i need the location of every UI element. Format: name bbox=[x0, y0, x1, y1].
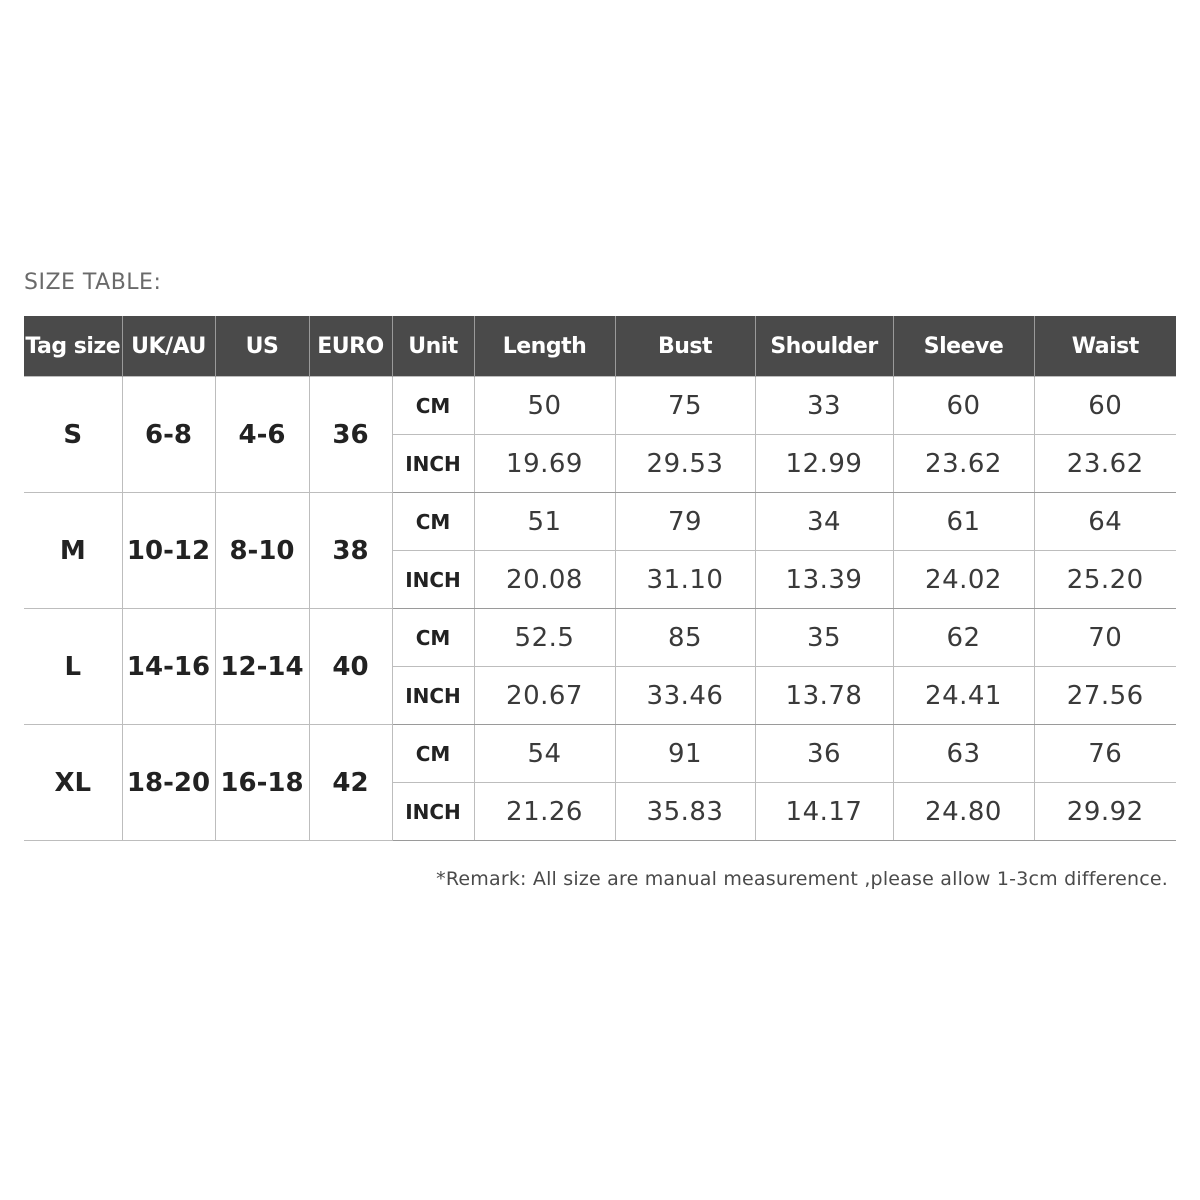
us-cell: 8-10 bbox=[215, 493, 309, 609]
us-cell: 12-14 bbox=[215, 609, 309, 725]
sleeve-inch-cell: 24.41 bbox=[893, 667, 1034, 725]
table-row bbox=[24, 377, 1176, 435]
waist-cm-cell: 76 bbox=[1034, 725, 1176, 783]
header-uk-au: UK/AU bbox=[122, 316, 215, 377]
sleeve-cm-cell: 62 bbox=[893, 609, 1034, 667]
sleeve-inch-cell: 24.02 bbox=[893, 551, 1034, 609]
shoulder-inch-cell: 13.78 bbox=[755, 667, 893, 725]
tag-size-cell: M bbox=[24, 493, 122, 609]
sleeve-inch-cell: 23.62 bbox=[893, 435, 1034, 493]
us-cell: 16-18 bbox=[215, 725, 309, 841]
length-inch-cell: 20.67 bbox=[474, 667, 615, 725]
unit-cm-cell: CM bbox=[392, 609, 474, 667]
waist-cm-cell: 70 bbox=[1034, 609, 1176, 667]
unit-inch-cell: INCH bbox=[392, 435, 474, 493]
header-tag-size: Tag size bbox=[24, 316, 122, 377]
uk-au-cell: 18-20 bbox=[122, 725, 215, 841]
sleeve-inch-cell: 24.80 bbox=[893, 783, 1034, 841]
table-title: SIZE TABLE: bbox=[24, 270, 162, 295]
uk-au-cell: 6-8 bbox=[122, 377, 215, 493]
table-row bbox=[24, 725, 1176, 783]
bust-cm-cell: 79 bbox=[615, 493, 755, 551]
table-row bbox=[24, 609, 1176, 667]
unit-cm-cell: CM bbox=[392, 493, 474, 551]
sleeve-cm-cell: 61 bbox=[893, 493, 1034, 551]
shoulder-inch-cell: 14.17 bbox=[755, 783, 893, 841]
bust-inch-cell: 33.46 bbox=[615, 667, 755, 725]
unit-cm-cell: CM bbox=[392, 377, 474, 435]
euro-cell: 40 bbox=[309, 609, 392, 725]
header-length: Length bbox=[474, 316, 615, 377]
waist-inch-cell: 23.62 bbox=[1034, 435, 1176, 493]
shoulder-cm-cell: 34 bbox=[755, 493, 893, 551]
tag-size-cell: L bbox=[24, 609, 122, 725]
header-bust: Bust bbox=[615, 316, 755, 377]
header-us: US bbox=[215, 316, 309, 377]
tag-size-cell: XL bbox=[24, 725, 122, 841]
waist-inch-cell: 29.92 bbox=[1034, 783, 1176, 841]
sleeve-cm-cell: 63 bbox=[893, 725, 1034, 783]
sleeve-cm-cell: 60 bbox=[893, 377, 1034, 435]
length-inch-cell: 21.26 bbox=[474, 783, 615, 841]
remark-note: *Remark: All size are manual measurement ,please allow 1-3cm difference. bbox=[436, 868, 1168, 890]
table-row bbox=[24, 493, 1176, 551]
length-cm-cell: 50 bbox=[474, 377, 615, 435]
shoulder-cm-cell: 36 bbox=[755, 725, 893, 783]
table-header-row bbox=[24, 316, 1176, 377]
tag-size-cell: S bbox=[24, 377, 122, 493]
unit-inch-cell: INCH bbox=[392, 667, 474, 725]
bust-inch-cell: 31.10 bbox=[615, 551, 755, 609]
size-table bbox=[24, 316, 1176, 841]
unit-inch-cell: INCH bbox=[392, 551, 474, 609]
waist-cm-cell: 64 bbox=[1034, 493, 1176, 551]
uk-au-cell: 14-16 bbox=[122, 609, 215, 725]
shoulder-inch-cell: 13.39 bbox=[755, 551, 893, 609]
bust-cm-cell: 75 bbox=[615, 377, 755, 435]
unit-cm-cell: CM bbox=[392, 725, 474, 783]
bust-inch-cell: 35.83 bbox=[615, 783, 755, 841]
header-unit: Unit bbox=[392, 316, 474, 377]
uk-au-cell: 10-12 bbox=[122, 493, 215, 609]
header-euro: EURO bbox=[309, 316, 392, 377]
bust-cm-cell: 85 bbox=[615, 609, 755, 667]
waist-inch-cell: 27.56 bbox=[1034, 667, 1176, 725]
header-sleeve: Sleeve bbox=[893, 316, 1034, 377]
length-inch-cell: 20.08 bbox=[474, 551, 615, 609]
shoulder-cm-cell: 35 bbox=[755, 609, 893, 667]
bust-cm-cell: 91 bbox=[615, 725, 755, 783]
us-cell: 4-6 bbox=[215, 377, 309, 493]
length-inch-cell: 19.69 bbox=[474, 435, 615, 493]
euro-cell: 42 bbox=[309, 725, 392, 841]
euro-cell: 36 bbox=[309, 377, 392, 493]
bust-inch-cell: 29.53 bbox=[615, 435, 755, 493]
length-cm-cell: 52.5 bbox=[474, 609, 615, 667]
length-cm-cell: 51 bbox=[474, 493, 615, 551]
header-shoulder: Shoulder bbox=[755, 316, 893, 377]
waist-cm-cell: 60 bbox=[1034, 377, 1176, 435]
unit-inch-cell: INCH bbox=[392, 783, 474, 841]
euro-cell: 38 bbox=[309, 493, 392, 609]
shoulder-inch-cell: 12.99 bbox=[755, 435, 893, 493]
length-cm-cell: 54 bbox=[474, 725, 615, 783]
waist-inch-cell: 25.20 bbox=[1034, 551, 1176, 609]
shoulder-cm-cell: 33 bbox=[755, 377, 893, 435]
header-waist: Waist bbox=[1034, 316, 1176, 377]
